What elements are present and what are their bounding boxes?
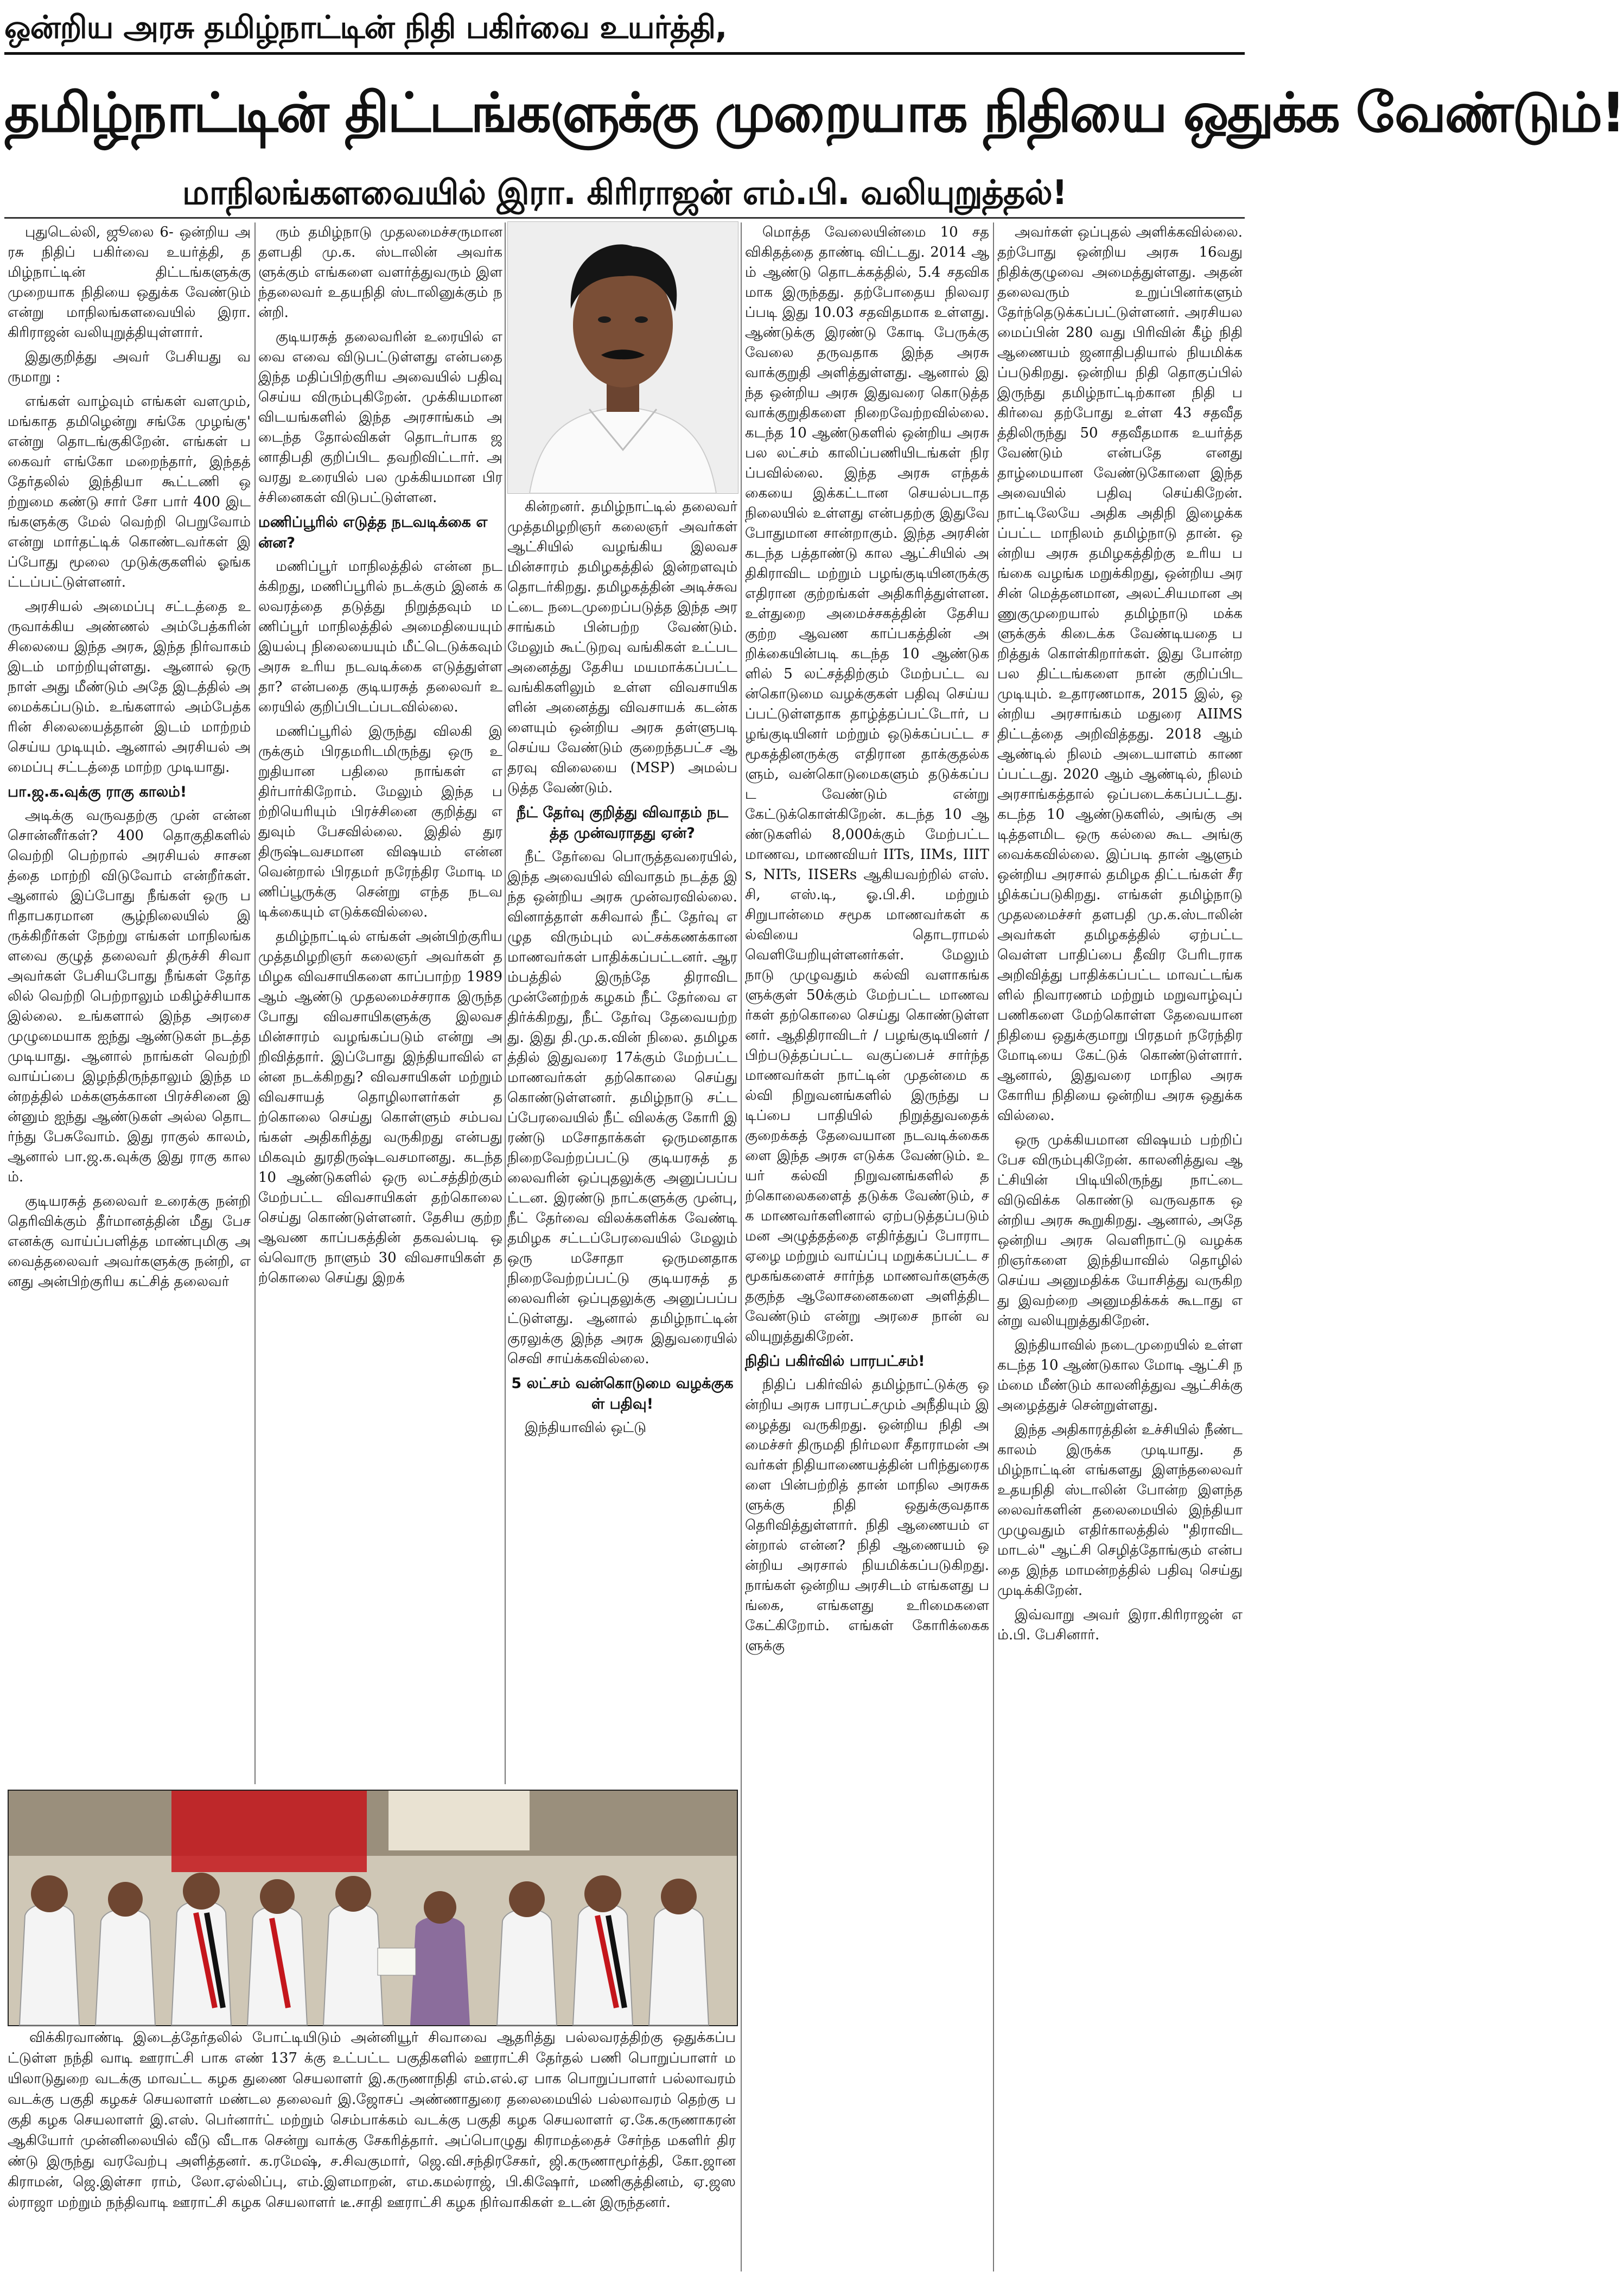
article-subheadline: மாநிலங்களவையில் இரா. கிரிராஜன் எம்.பி. வலியுறுத்தல்! bbox=[182, 173, 1067, 212]
article-kicker: ஒன்றிய அரசு தமிழ்நாட்டின் நிதி பகிர்வை உயர்த்தி, bbox=[4, 2, 1245, 55]
article-column-3 bbox=[507, 497, 737, 1784]
article-headline: தமிழ்நாட்டின் திட்டங்களுக்கு முறையாக நிதியை ஒதுக்க வேண்டும்! bbox=[4, 81, 1624, 144]
section-subheading: நீட் தேர்வு குறித்து விவாதம் நடத்த முன்வராதது ஏன்? bbox=[517, 804, 728, 842]
article-paragraph: குடியரசுத் தலைவரின் உரையில் எவை எவை விடுபட்டுள்ளது என்பதை இந்த மதிப்பிற்குரிய அவையில் பதிவு செய்ய விரும்புகிறேன். முக்கியமான விடயங்களில் இந்த அரசாங்கம் அடைந்த தோல்விகள் தொடர்பாக ஜனாதிபதி குறிப்பிட தவறிவிட்டார். அவரது உரையில் பல முக்கியமான பிரச்சினைகள் விடுபட்டுள்ளன. bbox=[258, 329, 502, 506]
column-divider bbox=[741, 222, 742, 2271]
article-paragraph: ஒரு முக்கியமான விஷயம் பற்றிப் பேச விரும்புகிறேன். காலனித்துவ ஆட்சியின் பிடியிலிருந்து நாட்டை விடுவிக்க கொண்டு வருவதாக ஒன்றிய அரசு கூறுகிறது. ஆனால், அதே ஒன்றிய அரசு வெளிநாட்டு வழக்கறிஞர்களை இந்தியாவில் தொழில் செய்ய அனுமதிக்க யோசித்து வருகிறது இவற்றை அனுமதிக்கக் கூடாது என்று வலியுறுத்துகிறேன். bbox=[997, 1132, 1243, 1329]
section-subheading: மணிப்பூரில் எடுத்த நடவடிக்கை என்ன? bbox=[258, 514, 488, 551]
portrait-illustration bbox=[508, 222, 738, 493]
author-portrait-photo bbox=[507, 221, 738, 494]
article-paragraph: கின்றனர். தமிழ்நாட்டில் தலைவர் முத்தமிழறிஞர் கலைஞர் அவர்கள் ஆட்சியில் வழங்கிய இலவச மின்சாரம் தமிழகத்தில் இன்றளவும் தொடர்கிறது. தமிழகத்தின் அடிச்சுவட்டை நடைமுறைப்படுத்த இந்த அரசாங்கம் பின்பற்ற வேண்டும். மேலும் கூட்டுறவு வங்கிகள் உட்பட அனைத்து தேசிய மயமாக்கப்பட்ட வங்கிகளிலும் உள்ள விவசாயிகளின் அனைத்து விவசாயக் கடன்களையும் ஒன்றிய அரசு தள்ளுபடி செய்ய வேண்டும் குறைந்தபட்ச ஆதரவு விலையை (MSP) அமல்படுத்த வேண்டும். bbox=[507, 499, 737, 796]
photo-caption: விக்கிரவாண்டி இடைத்தேர்தலில் போட்டியிடும் அன்னியூர் சிவாவை ஆதரித்து பல்லவரத்திற்கு ஒதுக்கப்பட்டுள்ள நந்தி வாடி ஊராட்சி பாக எண் 137 க்கு உட்பட்ட பகுதிகளில் ஊராட்சி தேர்தல் பணி பொறுப்பாளர் மயிலாடுதுறை வடக்கு மாவட்ட கழக துணை செயலாளர் இ.கருணாநிதி எம்.எல்.ஏ பாக பொறுப்பாளர் பல்லாவரம் வடக்கு பகுதி கழகச் செயலாளர் மண்டல தலைவர் இ.ஜோசப் அண்ணாதுரை தலைமையில் பல்லாவரம் தெற்கு பகுதி கழக செயலாளர் இ.எஸ். பெர்னார்ட் மற்றும் செம்பாக்கம் வடக்கு பகுதி கழக செயலாளர் ஏ.கே.கருணாகரன் ஆகியோர் முன்னிலையில் வீடு வீடாக சென்று வாக்கு சேகரித்தார். அப்பொழுது கிராமத்தைச் சேர்ந்த மகளிர் திரண்டு இருந்து வரவேற்பு அளித்தனர். க.ரமேஷ், ச.சிவகுமார், ஜெ.வி.சந்திரசேகர், ஜி.கருணாமூர்த்தி, கோ.ஜானகிராமன், ஜெ.இள்சா ராம், லோ.ஏல்லிப்பு, எம்.இளமாறன், எம.கமல்ராஜ், பி.கிஷோர், மணிகுத்தினம், ஏ.ஜஸல்ராஜா மற்றும் நந்திவாடி ஊராட்சி கழக செயலாளர் டீ.சாதி ஊராட்சி கழக நிர்வாகிகள் உடன் இருந்தனர். bbox=[8, 2029, 736, 2211]
article-paragraph: குடியரசுத் தலைவர் உரைக்கு நன்றி தெரிவிக்கும் தீர்மானத்தின் மீது பேச எனக்கு வாய்ப்பளித்த மாண்புமிகு அவைத்தலைவர் அவர்களுக்கு நன்றி, எனது அன்பிற்குரிய கட்சித் தலைவர் bbox=[8, 1193, 251, 1290]
article-paragraph: ரும் தமிழ்நாடு முதலமைச்சருமான தளபதி மு.க. ஸ்டாலின் அவர்களுக்கும் எங்களை வளர்த்துவரும் இளந்தலைவர் உதயநிதி ஸ்டாலினுக்கும் நன்றி. bbox=[258, 224, 502, 321]
article-paragraph: நீட் தேர்வை பொருத்தவரையில், இந்த அவையில் விவாதம் நடத்த இந்த ஒன்றிய அரசு முன்வரவில்லை. வினாத்தாள் கசிவால் நீட் தேர்வு எழுத விரும்பும் லட்சக்கணக்கான மாணவர்கள் பாதிக்கப்பட்டனர். ஆரம்பத்தில் இருந்தே திராவிட முன்னேற்றக் கழகம் நீட் தேர்வை எதிர்க்கிறது, நீட் தேர்வு தேவையற்றது. இது தி.மு.க.வின் நிலை. தமிழகத்தில் இதுவரை 17க்கும் மேற்பட்ட மாணவர்கள் தற்கொலை செய்து கொண்டுள்ளனர். தமிழ்நாடு சட்டப்பேரவையில் நீட் விலக்கு கோரி இரண்டு மசோதாக்கள் ஒருமனதாக நிறைவேற்றப்பட்டு குடியரசுத் தலைவரின் ஒப்புதலுக்கு அனுப்பப்பட்டன. இரண்டு நாட்களுக்கு முன்பு, நீட் தேர்வை விலக்களிக்க வேண்டி தமிழக சட்டப்பேரவையில் மேலும் ஒரு மசோதா ஒருமனதாக நிறைவேற்றப்பட்டு குடியரசுத் தலைவரின் ஒப்புதலுக்கு அனுப்பப்பட்டுள்ளது. ஆனால் தமிழ்நாட்டின் குரலுக்கு இந்த அரசு இதுவரையில் செவி சாய்க்கவில்லை. bbox=[507, 849, 737, 1367]
article-paragraph: இதுகுறித்து அவர் பேசியது வருமாறு : bbox=[8, 349, 251, 385]
campaign-group-photo bbox=[8, 1790, 738, 2026]
campaign-photo-illustration bbox=[9, 1791, 737, 2025]
article-paragraph: எங்கள் வாழ்வும் எங்கள் வளமும், மங்காத தமிழென்று சங்கே முழங்கு' என்று தொடங்குகிறேன். எங்கள் பகைவர் எங்கோ மறைந்தார், இந்தத் தேர்தலில் இந்தியா கூட்டணி ஒற்றுமை கண்டு சார் சோ பார் 400 இடங்களுக்கு மேல் வெற்றி பெறுவோம் என்று மார்தட்டிக் கொண்டவர்கள் இப்போது மூலை முடுக்குகளில் ஓங்கட்டப்பட்டுள்ளனர். bbox=[8, 393, 251, 590]
article-paragraph: இந்த அதிகாரத்தின் உச்சியில் நீண்ட காலம் இருக்க முடியாது. தமிழ்நாட்டின் எங்களது இளந்தலைவர் உதயநிதி ஸ்டாலின் போன்ற இளந்தலைவர்களின் தலைமையில் இந்தியா முழுவதும் எதிர்காலத்தில் "திராவிட மாடல்" ஆட்சி செழித்தோங்கும் என்பதை இந்த மாமன்றத்தில் பதிவு செய்து முடிக்கிறேன். bbox=[997, 1422, 1243, 1599]
article-column-2 bbox=[258, 222, 502, 1784]
header-divider bbox=[4, 217, 1245, 219]
article-paragraph: இந்தியாவில் நடைமுறையில் உள்ள கடந்த 10 ஆண்டுகால மோடி ஆட்சி நம்மை மீண்டும் காலனித்துவ ஆட்சிக்கு அழைத்துச் சென்றுள்ளது. bbox=[997, 1337, 1243, 1414]
article-paragraph: அவர்கள் ஒப்புதல் அளிக்கவில்லை. தற்போது ஒன்றிய அரசு 16வது நிதிக்குழுவை அமைத்துள்ளது. அதன் தலைவரும் உறுப்பினர்களும் தேர்ந்தெடுக்கப்பட்டுள்ளனர். அரசியலமைப்பின் 280 வது பிரிவின் கீழ் நிதி ஆணையம் ஜனாதிபதியால் நியமிக்கப்படுகிறது. ஒன்றிய நிதி தொகுப்பில் இருந்து தமிழ்நாட்டிற்கான நிதி பகிர்வை தற்போது உள்ள 43 சதவீதத்திலிருந்து 50 சதவீதமாக உயர்த்த வேண்டும் என்பதே எனது தாழ்மையான வேண்டுகோளை இந்த அவையில் பதிவு செய்கிறேன். நாட்டிலேயே அதிக அதிநி இழைக்கப்பட்ட மாநிலம் தமிழ்நாடு தான். ஒன்றிய அரசு தமிழகத்திற்கு உரிய பங்கை வழங்க மறுக்கிறது, ஒன்றிய அரசின் மெத்தனமான, அலட்சியமான அணுகுமுறையால் தமிழ்நாடு மக்களுக்குக் கிடைக்க வேண்டியதை பறித்துக் கொள்கிறார்கள். இது போன்ற பல திட்டங்களை நான் குறிப்பிட முடியும். உதாரணமாக, 2015 இல், ஒன்றிய அரசாங்கம் மதுரை AIIMS திட்டத்தை அறிவித்தது. 2018 ஆம் ஆண்டில் நிலம் அடையாளம் காணப்பட்டது. 2020 ஆம் ஆண்டில், நிலம் அரசாங்கத்தால் ஒப்படைக்கப்பட்டது. கடந்த 10 ஆண்டுகளில், அங்கு அடித்தளமிட ஒரு கல்லை கூட அங்கு வைக்கவில்லை. இப்படி தான் ஆளும் ஒன்றிய அரசால் தமிழக திட்டங்கள் சீரழிக்கப்படுகிறது. எங்கள் தமிழ்நாடு முதலமைச்சர் தளபதி மு.க.ஸ்டாலின் அவர்கள் தமிழகத்தில் ஏற்பட்ட வெள்ள பாதிப்பை தீவிர பேரிடராக அறிவித்து பாதிக்கப்பட்ட மாவட்டங்களில் நிவாரணம் மற்றும் மறுவாழ்வுப் பணிகளை மேற்கொள்ள தேவையான நிதியை ஒதுக்குமாறு பிரதமர் நரேந்திர மோடியை கேட்டுக் கொண்டுள்ளார். ஆனால், இதுவரை மாநில அரசு கோரிய நிதியை ஒன்றிய அரசு ஒதுக்கவில்லை. bbox=[997, 224, 1243, 1124]
article-paragraph: மணிப்பூர் மாநிலத்தில் என்ன நடக்கிறது, மணிப்பூரில் நடக்கும் இனக் கலவரத்தை தடுத்து நிறுத்தவும் மணிப்பூர் மாநிலத்தில் அமைதியையும் இயல்பு நிலையையும் மீட்டெடுக்கவும் அரசு உரிய நடவடிக்கை எடுத்துள்ளதா? என்பதை குடியரசுத் தலைவர் உரையில் குறிப்பிடப்படவில்லை. bbox=[258, 558, 502, 715]
article-column-5 bbox=[997, 222, 1243, 2271]
section-subheading: பா.ஜ.க.வுக்கு ராகு காலம்! bbox=[8, 784, 187, 800]
article-paragraph: இந்தியாவில் ஒட்டு bbox=[525, 1420, 647, 1436]
column-divider bbox=[254, 222, 256, 1784]
article-paragraph: அரசியல் அமைப்பு சட்டத்தை உருவாக்கிய அண்ணல் அம்பேத்கரின் சிலையை இந்த அரசு, இந்த நிர்வாகம் இடம் மாற்றியுள்ளது. ஆனால் ஒரு நாள் அது மீண்டும் அதே இடத்தில் அமைக்கப்படும். உங்களால் அம்பேத்கரின் சிலையைத்தான் இடம் மாற்றம் செய்ய முடியும். ஆனால் அரசியல் அமைப்பு சட்டத்தை மாற்ற முடியாது. bbox=[8, 599, 251, 775]
article-paragraph: இவ்வாறு அவர் இரா.கிரிராஜன் எம்.பி. பேசினார். bbox=[997, 1607, 1243, 1643]
column-divider bbox=[505, 222, 506, 1784]
article-paragraph: மொத்த வேலையின்மை 10 சதவிகிதத்தை தாண்டி விட்டது. 2014 ஆம் ஆண்டு தொடக்கத்தில், 5.4 சதவிகமாக இருந்தது. தற்போதைய நிலவரப்படி இது 10.03 சதவிதமாக உள்ளது. ஆண்டுக்கு இரண்டு கோடி பேருக்கு வேலை தருவதாக இந்த அரசு வாக்குறுதி அளித்துள்ளது. ஆனால் இந்த ஒன்றிய அரசு இதுவரை கொடுத்த வாக்குறுதிகளை நிறைவேற்றவில்லை. கடந்த 10 ஆண்டுகளில் ஒன்றிய அரசு பல லட்சம் காலிப்பணியிடங்கள் நிரப்பவில்லை. இந்த அரசு எந்தக் கையை இக்கட்டான செயல்படாத நிலையில் உள்ளது என்பதற்கு இதுவே போதுமான சான்றாகும். இந்த அரசின் கடந்த பத்தாண்டு கால ஆட்சியில் அதிகிராவிட மற்றும் பழங்குடியினருக்கு எதிரான குற்றங்கள் அதிகரித்துள்ளன. உள்துறை அமைச்சகத்தின் தேசிய குற்ற ஆவண காப்பகத்தின் அறிக்கையின்படி கடந்த 10 ஆண்டுகளில் 5 லட்சத்திற்கும் மேற்பட்ட வன்கொடுமை வழக்குகள் பதிவு செய்யப்பட்டுள்ளதாக தாழ்த்தப்பட்டோர், பழங்குடியினர் மற்றும் ஒடுக்கப்பட்ட சமூகத்தினருக்கு எதிரான தாக்குதல்களும், வன்கொடுமைகளும் தடுக்கப்பட வேண்டும் என்று கேட்டுக்கொள்கிறேன். கடந்த 10 ஆண்டுகளில் 8,000க்கும் மேற்பட்ட மாணவ, மாணவியர் IITs, IIMs, IIITs, NITs, IISERs ஆகியவற்றில் எஸ்.சி, எஸ்.டி, ஓ.பி.சி. மற்றும் சிறுபான்மை சமூக மாணவர்கள் கல்வியை தொடராமல் வெளியேறியுள்ளனர்கள். மேலும் நாடு முழுவதும் கல்வி வளாகங்களுக்குள் 50க்கும் மேற்பட்ட மாணவர்கள் தற்கொலை செய்து கொண்டுள்ளனர். ஆதிதிராவிடர் / பழங்குடியினர் / பிற்படுத்தப்பட்ட வகுப்பைச் சார்ந்த மாணவர்கள் நாட்டின் முதன்மை கல்வி நிறுவனங்களில் இருந்து படிப்பை பாதியில் நிறுத்துவதைக் குறைக்கத் தேவையான நடவடிக்கைகளை இந்த அரசு எடுக்க வேண்டும். உயர் கல்வி நிறுவனங்களில் தற்கொலைகளைத் தடுக்க வேண்டும், சக மாணவர்களினால் ஏற்படுத்தப்படும் மன அழுத்தத்தை எதிர்த்துப் போராட ஏழை மற்றும் வாய்ப்பு மறுக்கப்பட்ட சமூகங்களைச் சார்ந்த மாணவர்களுக்கு தகுந்த ஆலோசனைகளை அளித்திட வேண்டும் என்று அரசை நான் வலியுறுத்துகிறேன். bbox=[745, 224, 989, 1345]
section-subheading: 5 லட்சம் வன்கொடுமை வழக்குகள் பதிவு! bbox=[511, 1375, 734, 1412]
article-column-4 bbox=[745, 222, 989, 2271]
article-paragraph: நிதிப் பகிர்வில் தமிழ்நாட்டுக்கு ஒன்றிய அரசு பாரபட்சமும் அநீதியும் இழைத்து வருகிறது. ஒன்றிய நிதி அமைச்சர் திருமதி நிர்மலா சீதாராமன் அவர்கள் நிதியாணையத்தின் பரிந்துரைகளை பின்பற்றித் தான் மாநில அரசுகளுக்கு நிதி ஒதுக்குவதாக தெரிவித்துள்ளார். நிதி ஆணையம் என்றால் என்ன? நிதி ஆணையம் ஒன்றிய அரசால் நியமிக்கப்படுகிறது. நாங்கள் ஒன்றிய அரசிடம் எங்களது பங்கை, எங்களது உரிமைகளை கேட்கிறோம். எங்கள் கோரிக்கைகளுக்கு bbox=[745, 1377, 989, 1654]
article-paragraph: மணிப்பூரில் இருந்து விலகி இருக்கும் பிரதமரிடமிருந்து ஒரு உறுதியான பதிலை நாங்கள் எதிர்பார்கிறோம். மேலும் இந்த பற்றியெரியும் பிரச்சினை குறித்து எதுவும் பேசவில்லை. இதில் துரதிருஷ்டவசமான விஷயம் என்னவென்றால் பிரதமர் நரேந்திர மோடி மணிப்பூருக்கு சென்று எந்த நடவடிக்கையும் எடுக்கவில்லை. bbox=[258, 723, 502, 920]
article-paragraph: தமிழ்நாட்டில் எங்கள் அன்பிற்குரிய முத்தமிழறிஞர் கலைஞர் அவர்கள் தமிழக விவசாயிகளை காப்பாற்ற 1989ஆம் ஆண்டு முதலமைச்சராக இருந்த போது விவசாயிகளுக்கு இலவச மின்சாரம் வழங்கப்படும் என்று அறிவித்தார். இப்போது இந்தியாவில் என்ன நடக்கிறது? விவசாயிகள் மற்றும் விவசாயத் தொழிலாளர்கள் தற்கொலை செய்து கொள்ளும் சம்பவங்கள் அதிகரித்து வருகிறது என்பது மிகவும் துரதிருஷ்டவசமானது. கடந்த 10 ஆண்டுகளில் ஒரு லட்சத்திற்கும் மேற்பட்ட விவசாயிகள் தற்கொலை செய்து கொண்டுள்ளனர். தேசிய குற்ற ஆவண காப்பகத்தின் தகவல்படி ஒவ்வொரு நாளும் 30 விவசாயிகள் தற்கொலை செய்து இறக் bbox=[258, 928, 502, 1286]
article-paragraph: புதுடெல்லி, ஜூலை 6- ஒன்றிய அரசு நிதிப் பகிர்வை உயர்த்தி, தமிழ்நாட்டின் திட்டங்களுக்கு முறையாக நிதியை ஒதுக்க வேண்டும் என்று மாநிலங்களவையில் இரா.கிரிராஜன் வலியுறுத்தியுள்ளார். bbox=[8, 224, 251, 341]
section-subheading: நிதிப் பகிர்வில் பாரபட்சம்! bbox=[745, 1353, 925, 1370]
column-divider bbox=[993, 222, 994, 2271]
article-column-1 bbox=[8, 222, 251, 1784]
article-paragraph: அடிக்கு வருவதற்கு முன் என்ன சொன்னீர்கள்? 400 தொகுதிகளில் வெற்றி பெற்றால் அரசியல் சாசனத்தை மாற்றி விடுவோம் என்றீர்கள். ஆனால் இப்போது நீங்கள் ஒரு பரிதாபகரமான சூழ்நிலையில் இருக்கிறீர்கள் நேற்று எங்கள் மாநிலங்களவை குழுத் தலைவர் திருச்சி சிவா அவர்கள் பேசியபோது நீங்கள் தேர்தலில் வெற்றி பெற்றாலும் மகிழ்ச்சியாக இல்லை. உங்களால் இந்த அரசை முழுமையாக ஐந்து ஆண்டுகள் நடத்த முடியாது. ஆனால் நாங்கள் வெற்றி வாய்ப்பை இழந்திருந்தாலும் இந்த மன்றத்தில் மக்களுக்கான பிரச்சினை இன்னும் ஐந்து ஆண்டுகள் அல்ல தொடர்ந்து பேசுவோம். இது ராகுல் காலம், ஆனால் பா.ஜ.க.வுக்கு இது ராகு காலம். bbox=[8, 807, 251, 1185]
